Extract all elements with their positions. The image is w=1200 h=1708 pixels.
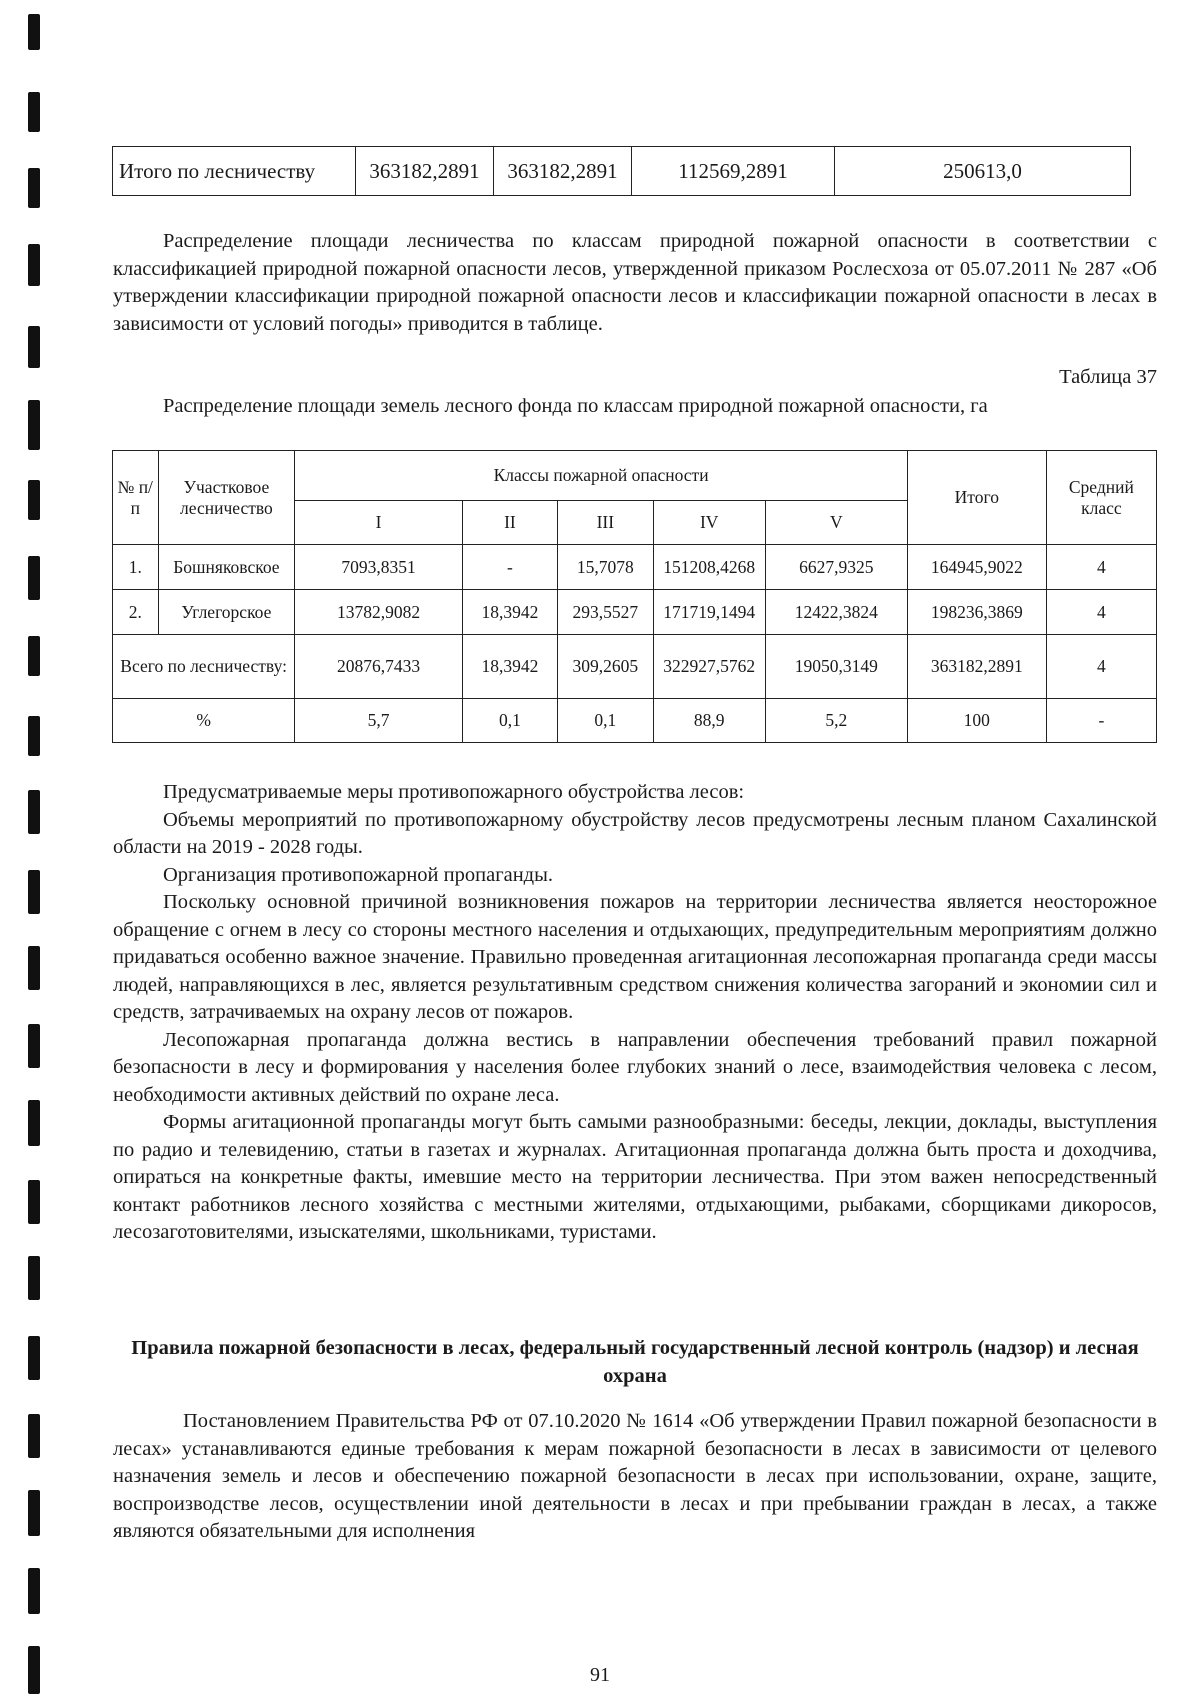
header-class-5: V bbox=[765, 501, 907, 545]
measures-p3: Организация противопожарной пропаганды. bbox=[163, 863, 554, 886]
summary-value-3: 112569,2891 bbox=[632, 147, 835, 196]
total-value: 18,3942 bbox=[462, 635, 557, 699]
total-row-label: Всего по лесничеству: bbox=[113, 635, 295, 699]
page-number: 91 bbox=[590, 1664, 610, 1686]
row-value: 13782,9082 bbox=[295, 590, 462, 635]
percent-row bbox=[113, 699, 1157, 743]
row-value: - bbox=[462, 545, 557, 590]
fire-class-table bbox=[112, 450, 1157, 743]
binder-margin bbox=[0, 0, 50, 1708]
row-avg: 4 bbox=[1046, 545, 1156, 590]
header-classes: Классы пожарной опасности bbox=[295, 451, 908, 501]
row-value: 151208,4268 bbox=[653, 545, 765, 590]
row-value: 15,7078 bbox=[558, 545, 653, 590]
percent-avg: - bbox=[1046, 699, 1156, 743]
header-total: Итого bbox=[907, 451, 1046, 545]
table-row bbox=[113, 545, 1157, 590]
summary-value-1: 363182,2891 bbox=[356, 147, 494, 196]
row-value: 293,5527 bbox=[558, 590, 653, 635]
table-number: Таблица 37 bbox=[1059, 366, 1157, 388]
summary-row-table bbox=[112, 146, 1131, 196]
row-value: 171719,1494 bbox=[653, 590, 765, 635]
header-class-1: I bbox=[295, 501, 462, 545]
intro-paragraph: Распределение площади лесничества по классам природной пожарной опасности в соответствии с классификацией природной пожарной опасности лесов, утвержденной приказом Рослесхоза от 05.07.2011 № 287 «Об утверждении классификации природной пожарной опасности лесов и классификации пожарной опасности в лесах в зависимости от условий погоды» приводится в таблице. bbox=[113, 230, 1157, 335]
header-num: № п/п bbox=[113, 451, 159, 545]
summary-label: Итого по лесничеству bbox=[113, 147, 356, 196]
total-value: 322927,5762 bbox=[653, 635, 765, 699]
measures-p2: Объемы мероприятий по противопожарному обустройству лесов предусмотрены лесным планом Сахалинской области на 2019 - 2028 годы. bbox=[113, 808, 1157, 858]
percent-value: 0,1 bbox=[462, 699, 557, 743]
total-row bbox=[113, 635, 1157, 699]
header-avg: Средний класс bbox=[1046, 451, 1156, 545]
total-value: 309,2605 bbox=[558, 635, 653, 699]
row-num: 2. bbox=[113, 590, 159, 635]
percent-value: 0,1 bbox=[558, 699, 653, 743]
header-forestry: Участковое лесничество bbox=[158, 451, 295, 545]
measures-block bbox=[113, 779, 1157, 1247]
header-class-4: IV bbox=[653, 501, 765, 545]
header-row bbox=[113, 451, 1157, 501]
row-value: 12422,3824 bbox=[765, 590, 907, 635]
table-row bbox=[113, 590, 1157, 635]
percent-row-label: % bbox=[113, 699, 295, 743]
measures-p4: Поскольку основной причиной возникновения пожаров на территории лесничества является неосторожное обращение с огнем в лесу со стороны местного населения и отдыхающих, предупредительным мероприятиям должно придаваться особенно важное значение. Правильно проведенная агитационная лесопожарная пропаганда среди массы людей, направляющихся в лес, является результативным средством снижения количества загораний и экономии сил и средств, затрачиваемых на охрану лесов от пожаров. bbox=[113, 891, 1157, 1023]
closing-paragraph: Постановлением Правительства РФ от 07.10.2020 № 1614 «Об утверждении Правил пожарной безопасности в лесах» устанавливаются единые требования к мерам пожарной безопасности в лесах в зависимости от целевого назначения земель и лесов и обеспечению пожарной безопасности в лесах при использовании, охране, защите, воспроизводстве лесов, осуществлении иной деятельности в лесах и при пребывании граждан в лесах, а также являются обязательными для исполнения bbox=[113, 1410, 1157, 1542]
row-name: Углегорское bbox=[158, 590, 295, 635]
measures-p6: Формы агитационной пропаганды могут быть самыми разнообразными: беседы, лекции, доклады, выступления по радио и телевидению, статьи в газетах и журналах. Агитационная пропаганда должна быть проста и доходчива, опираться на конкретные факты, имевшие место на территории лесничества. При этом важен непосредственный контакт работников лесного хозяйства с местными жителями, отдыхающими, рыбаками, сборщиками дикоросов, лесозаготовителями, изыскателями, школьниками, туристами. bbox=[113, 1111, 1157, 1243]
measures-p5: Лесопожарная пропаганда должна вестись в направлении обеспечения требований правил пожарной безопасности в лесу и формирования у населения более глубоких знаний о лесе, взаимодействия человека с лесом, необходимости активных действий по охране леса. bbox=[113, 1028, 1157, 1106]
section-heading: Правила пожарной безопасности в лесах, федеральный государственный лесной контроль (надзор) и лесная охрана bbox=[131, 1337, 1139, 1387]
summary-value-4: 250613,0 bbox=[835, 147, 1131, 196]
percent-value: 5,2 bbox=[765, 699, 907, 743]
total-value: 20876,7433 bbox=[295, 635, 462, 699]
measures-p1: Предусматриваемые меры противопожарного обустройства лесов: bbox=[163, 781, 745, 803]
percent-value: 5,7 bbox=[295, 699, 462, 743]
total-avg: 4 bbox=[1046, 635, 1156, 699]
table-title: Распределение площади земель лесного фонда по классам природной пожарной опасности, га bbox=[163, 395, 988, 417]
header-class-3: III bbox=[558, 501, 653, 545]
header-class-2: II bbox=[462, 501, 557, 545]
total-total: 363182,2891 bbox=[907, 635, 1046, 699]
percent-total: 100 bbox=[907, 699, 1046, 743]
row-name: Бошняковское bbox=[158, 545, 295, 590]
row-value: 6627,9325 bbox=[765, 545, 907, 590]
row-avg: 4 bbox=[1046, 590, 1156, 635]
summary-value-2: 363182,2891 bbox=[494, 147, 632, 196]
row-total: 164945,9022 bbox=[907, 545, 1046, 590]
percent-value: 88,9 bbox=[653, 699, 765, 743]
row-value: 18,3942 bbox=[462, 590, 557, 635]
row-num: 1. bbox=[113, 545, 159, 590]
row-value: 7093,8351 bbox=[295, 545, 462, 590]
total-value: 19050,3149 bbox=[765, 635, 907, 699]
summary-row bbox=[113, 147, 1131, 196]
row-total: 198236,3869 bbox=[907, 590, 1046, 635]
